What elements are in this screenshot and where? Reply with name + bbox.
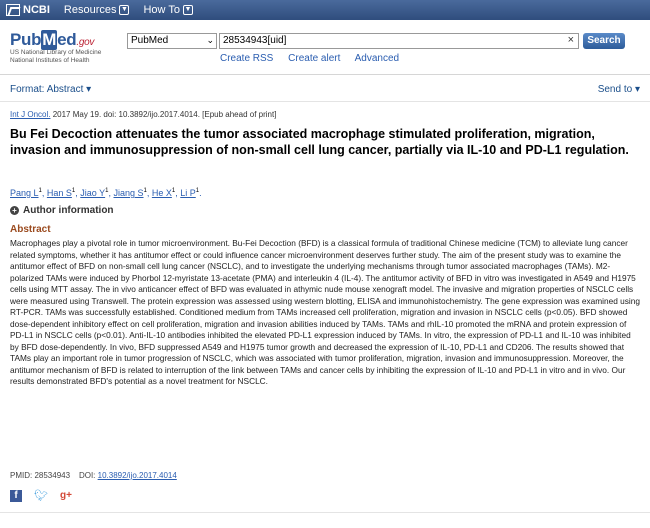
pmid: PMID: 28534943	[10, 471, 71, 480]
logo-gov: .gov	[76, 37, 95, 48]
format-menu[interactable]	[10, 84, 91, 95]
doi-link[interactable]: 10.3892/ijo.2017.4014	[97, 471, 177, 480]
pubmed-logo[interactable]	[10, 30, 94, 50]
author-affiliation-sup: 1	[105, 188, 109, 194]
create-alert-link[interactable]: Create alert	[288, 53, 341, 64]
social-share	[10, 490, 74, 502]
author-affiliation-sup: 1	[38, 188, 42, 194]
search-sublinks	[220, 53, 411, 64]
author-info-label: Author information	[23, 205, 114, 216]
chevron-down-icon: ▼	[121, 6, 128, 13]
abstract-heading: Abstract	[10, 224, 51, 235]
identifiers	[10, 471, 177, 480]
resources-label: Resources	[63, 4, 117, 16]
nlm-line2: National Institutes of Health	[10, 57, 90, 64]
caret-down-icon: ▾	[86, 84, 92, 95]
article-title: Bu Fei Decoction attenuates the tumor associated macrophage stimulated proliferation, migration, invasion and immunosuppression of non-small cell lung cancer, partially via IL-10 and PD-L1 regulation.	[10, 127, 629, 157]
divider	[0, 512, 650, 513]
google-plus-icon[interactable]: g+	[60, 490, 72, 501]
divider	[0, 74, 650, 75]
nlm-caption	[10, 49, 101, 65]
pubmed-header	[0, 20, 650, 70]
author-link[interactable]: He X	[151, 188, 172, 198]
database-value: PubMed	[131, 35, 169, 46]
logo-ed: ed	[57, 30, 77, 49]
author-link[interactable]: Jiang S	[113, 188, 144, 198]
citation-text: 2017 May 19. doi: 10.3892/ijo.2017.4014. [Epub ahead of print]	[50, 110, 277, 119]
author-link[interactable]: Jiao Y	[80, 188, 106, 198]
ncbi-logo-text: NCBI	[23, 4, 50, 16]
chevron-down-icon: ⌄	[206, 35, 214, 45]
author-list: Pang $L^1$, Han $S^1$, Jiao $Y^1$, Jiang $S^1$, He $X^1$, Li $P^1$.	[10, 188, 202, 198]
author-link[interactable]: Han S	[46, 188, 72, 198]
ncbi-top-bar	[0, 0, 650, 20]
search-button[interactable]: Search	[583, 33, 625, 49]
facebook-icon[interactable]: f	[10, 490, 22, 502]
plus-icon: +	[10, 206, 19, 215]
nlm-line1: US National Library of Medicine	[10, 49, 102, 56]
create-rss-link[interactable]: Create RSS	[220, 53, 274, 64]
caret-down-icon: ▾	[634, 84, 640, 95]
author-link[interactable]: Pang L	[10, 188, 39, 198]
logo-m: M	[42, 30, 57, 49]
twitter-icon[interactable]: 🐦︎	[34, 490, 48, 502]
ncbi-logo-icon	[6, 4, 20, 16]
send-to-menu[interactable]	[598, 84, 640, 95]
author-link[interactable]: Li P	[180, 188, 196, 198]
divider	[0, 101, 650, 102]
format-value: Abstract	[46, 84, 84, 95]
author-affiliation-sup: 1	[143, 188, 147, 194]
resources-menu[interactable]	[64, 4, 130, 16]
search-value: 28534943[uid]	[223, 35, 287, 46]
search-input[interactable]	[219, 33, 579, 49]
author-info-toggle[interactable]	[10, 205, 114, 216]
send-to-label: Send to	[597, 84, 633, 95]
doi-label: DOI:	[78, 471, 96, 480]
chevron-down-icon: ▼	[184, 6, 192, 13]
howto-label: How To	[143, 4, 180, 16]
author-affiliation-sup: 1	[195, 188, 200, 194]
journal-link[interactable]: Int J Oncol.	[10, 110, 51, 119]
format-label: Format:	[10, 84, 45, 95]
author-affiliation-sup: 1	[71, 188, 76, 194]
ncbi-logo[interactable]	[6, 4, 50, 16]
database-select[interactable]	[127, 33, 217, 49]
clear-icon[interactable]: ×	[567, 34, 574, 46]
howto-menu[interactable]	[143, 4, 192, 16]
abstract-text: Macrophages play a pivotal role in tumor microenvironment. Bu-Fei Decoction (BFD) is a classical formula of traditional Chinese medicine (TCM) to alleviate lung cancer related symptoms, whether it has antitumor effect or could influence cancer microenvironment deserves further study. The aim of the present study was to examine the antitumor effect of BFD on non-small cell lung cancer (NSCLC), and to investigate the underlying mechanisms through tumor associated macrophages (TAMs). M2-polarized TAMs were induced by Phorbol 12-myristate 13-acetate (PMA) and interleukin 4 (IL-4). The antitumor activity of BFD in vitro was investigated in A549 and H1975 cells using MTT assay. The in vivo anticancer effect of BFD was evaluated in athymic nude mouse xenograft model. The invasive and migration properties of NSCLC cells were measured using Transwell. The protein expression was assessed using western blotting, ELISA and immunohistochemistry. The gene expression was examined using RT-PCR. TAMs was successfully established. Conditioned medium from TAMs increased cell proliferation, migration and invasion in NSCLC cells (p<0.05). BFD showed dose-dependent inhibitory effect on cell proliferation, migration and invasion abilities induced by TAMs. TAMs and rhIL-10 promoted the mRNA and protein expression of PD-L1 in NSCLC cells (p<0.01). Anti-IL-10 antibodies inhibited the elevated PD-L1 expression induced by TAMs. In vitro, the expression of PD-L1 and IL-10 was inhibited by BFD dose-dependently. In vivo, BFD suppressed A549 and H1975 tumor growth and decreased the expression of IL-10, PD-L1 and CD206. The results showed that TAMs play an important role in tumor progression of NSCLC, which was associated with tumor proliferation, migration, invasion and immunosuppression. Moreover, the antitumor mechanism of BFD is related to interruption of the link between TAMs and cancer cells by inhibiting the expression of IL-10 and PD-L1 in vitro and in vivo. Our results demonstrated BFD's potential as a novel treatment for NSCLC.	[10, 238, 640, 386]
author-affiliation-sup: 1	[171, 188, 176, 194]
logo-pub: Pub	[10, 30, 42, 49]
advanced-link[interactable]: Advanced	[354, 53, 400, 64]
citation-line	[10, 110, 276, 119]
